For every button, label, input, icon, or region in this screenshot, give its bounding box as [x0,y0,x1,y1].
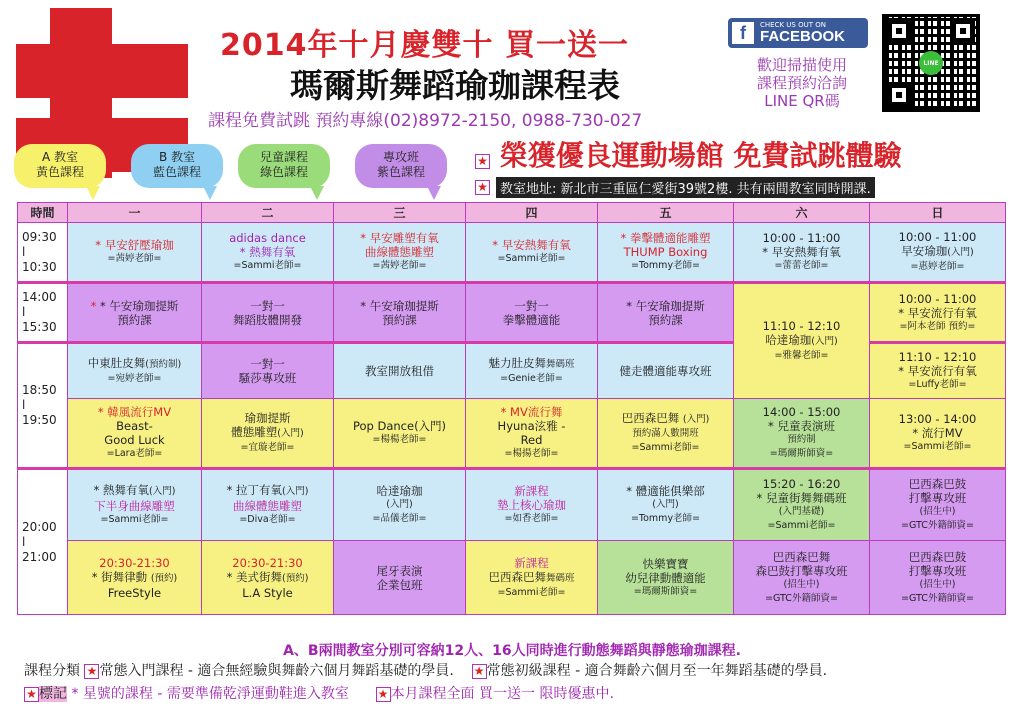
class-name: * 早安熱舞有氧 [762,245,841,259]
class-time: 15:20 - 16:20 [762,477,841,491]
col-header-sun: 日 [870,203,1006,223]
class-teacher: =阿本老師 預約= [899,320,976,332]
class-level: (預約) [281,572,309,584]
class-cell[interactable] [734,283,870,399]
class-note: (招生中) [783,578,820,590]
class-teacher: =惠婷老師= [910,261,965,272]
class-teacher: =Genie老師= [500,373,563,384]
class-cell[interactable] [466,399,598,469]
class-time: 11:10 - 12:10 [898,350,977,364]
class-cell[interactable] [68,399,202,469]
class-subtitle: Hyuna泫雅 - [497,419,566,433]
star-icon: ★ [475,154,490,169]
class-cell[interactable] [202,223,334,283]
class-level: (入門) [811,336,838,347]
contact-line: 課程免費試跳 預約專線(02)8972-2150, 0988-730-027 [208,111,643,131]
line-icon: LINE [919,51,943,75]
bubble-tail [203,186,217,200]
class-level: (入門) [682,414,710,425]
time-start: 18:50 [22,383,57,397]
table-row [18,223,1006,283]
class-cell[interactable] [598,343,734,399]
class-subtitle: Good Luck [104,433,165,447]
class-name: 一對一 [514,298,549,313]
class-name: * 兒童表演班 [768,419,835,433]
class-level: (入門) [277,428,304,439]
class-teacher: =楊楊老師= [372,434,427,445]
time-cell [18,343,68,469]
class-teacher: =楊揚老師= [504,448,559,459]
class-subtitle: 拳擊體適能 [502,312,561,327]
class-level: (入門) [386,499,413,510]
class-cell[interactable] [68,343,202,399]
class-cell[interactable] [466,541,598,615]
class-name: * 午安瑜珈提斯 [360,298,439,313]
class-cell[interactable] [870,399,1006,469]
category-1: 常態入門課程 - 適合無經驗與舞齡六個月舞蹈基礎的學員. [99,663,454,679]
class-cell[interactable] [466,469,598,541]
class-teacher: =Sammi老師= [233,260,302,271]
class-subtitle: THUMP Boxing [623,245,708,259]
class-subtitle: Red [520,433,543,447]
class-time: 14:00 - 15:00 [762,405,841,419]
bubble-line2: 黃色課程 [35,165,84,179]
time-end: 15:30 [22,320,57,334]
class-subtitle: 打擊專攻班 [908,491,967,505]
facebook-badge[interactable] [728,18,868,48]
line-qr-info [733,56,871,110]
class-name: adidas dance [229,231,306,245]
class-cell[interactable] [734,223,870,283]
class-cell[interactable] [598,469,734,541]
facebook-icon: f [732,22,754,44]
class-teacher: =GTC外籍師資= [901,520,974,531]
class-cell[interactable] [334,399,466,469]
class-name: 巴西森巴鼓 [908,477,967,491]
class-name: * 韓風流行MV [97,405,172,419]
legend-bubble-kids [238,144,330,188]
time-start: 20:00 [22,519,57,534]
class-name: * 流行MV [912,426,963,440]
line-info-3: LINE QR碼 [764,92,840,110]
class-name: * 兒童街舞舞碼班 [756,491,847,505]
address-line [475,177,875,198]
class-name: 快樂寶寶 [642,556,689,571]
class-subtitle: 舞蹈肢體開發 [233,312,302,327]
class-teacher: =蕾蕾老師= [774,260,829,271]
class-cell[interactable] [870,469,1006,541]
class-level: (入門) [947,247,974,258]
class-name: * 拉丁有氧 [226,483,282,497]
bubble-tail [86,186,100,200]
class-cell[interactable] [334,343,466,399]
class-time: 13:00 - 14:00 [898,412,977,426]
star-icon: ★ [84,664,99,679]
class-name: 健走體適能專攻班 [619,364,712,378]
class-cell[interactable] [870,283,1006,343]
time-start: 14:00 [22,290,57,304]
class-subtitle: 預約課 [648,312,683,327]
class-teacher: =宜璇老師= [240,442,295,453]
class-name: * 早安熱舞有氧 [492,238,571,252]
class-name: 一對一 [250,357,285,371]
class-subtitle: 巴西森巴舞 [488,569,546,584]
bubble-line2: 藍色課程 [152,165,201,179]
col-header-sat: 六 [734,203,870,223]
class-time: 11:10 - 12:10 [762,319,841,333]
class-cell[interactable] [598,399,734,469]
class-cell[interactable] [466,343,598,399]
bubble-line2: 綠色課程 [259,165,308,179]
class-level: (預約制) [145,359,182,370]
class-name: * 體適能俱樂部 [626,484,705,498]
class-time: 10:00 - 11:00 [898,230,977,244]
class-teacher: =GTC外籍師資= [901,592,974,604]
class-name: * 午安瑜珈提斯 [626,298,705,313]
time-end: 19:50 [22,413,57,427]
class-subtitle: 預約課 [117,312,152,327]
class-teacher: =Sammi老師= [767,520,836,531]
class-cell[interactable] [334,469,466,541]
class-cell[interactable] [68,541,202,615]
class-teacher: =Lara老師= [106,448,163,459]
class-name: 一對一 [250,298,285,313]
class-name: 魅力肚皮舞 [488,356,546,370]
legend-bubble-b [131,144,223,188]
class-cell[interactable] [68,469,202,541]
promo-text: 本月課程全面 買一送一 限時優惠中. [390,686,614,702]
class-name: * 美式街舞 [226,569,282,584]
class-name: 巴西森巴舞 [772,549,831,564]
class-level: (入門) [148,486,176,497]
class-teacher: =Tommy老師= [630,513,701,524]
qr-code[interactable] [882,14,980,112]
class-teacher: =雅馨老師= [774,350,829,361]
class-name: * 街舞律動 [91,569,148,584]
class-subtitle: FreeStyle [107,585,162,600]
line-info-1: 歡迎掃描使用 [756,56,847,74]
class-level: (入門) [281,486,309,497]
star-icon: ★ [24,687,39,702]
table-row [18,469,1006,541]
bubble-tail [427,186,441,200]
class-subtitle: 曲線體態雕塑 [233,499,302,513]
class-subtitle: 打擊專攻班 [908,563,967,578]
class-cell[interactable] [870,541,1006,615]
class-cell[interactable] [202,541,334,615]
star-icon: ★ [472,664,487,679]
legend-bubble-special [355,144,447,188]
class-cell[interactable] [334,283,466,343]
class-name: 尾牙表演 [376,563,423,578]
class-name: Pop Dance [352,419,415,433]
class-cell[interactable]: * * 午安瑜珈提斯 預約課 [68,283,202,343]
class-teacher: =GTC外籍師資= [765,592,838,604]
bubble-line1: 兒童課程 [259,150,308,164]
class-name: 中東肚皮舞 [87,356,146,370]
mark-line [24,683,614,703]
table-row [18,541,1006,615]
facebook-badge-big: FACEBOOK [760,28,846,45]
time-sep: l [22,305,26,319]
col-header-fri: 五 [598,203,734,223]
time-sep: l [22,534,26,549]
class-teacher: =茜婷老師= [107,253,162,264]
class-teacher: =Sammi老師= [497,586,566,598]
class-cell[interactable] [870,343,1006,399]
honor-text: 榮獲優良運動場館 免費試跳體驗 [499,139,902,172]
class-time: 20:30-21:30 [99,555,170,570]
table-header-row [18,203,1006,223]
class-time: 10:00 - 11:00 [762,231,841,245]
class-subtitle: Beast- [116,419,153,433]
class-teacher: =如香老師= [504,513,559,524]
mark-text: * 星號的課程 - 需要準備乾淨運動鞋進入教室 [71,686,349,702]
table-row [18,399,1006,469]
class-subtitle: 曲線體態雕塑 [365,245,434,259]
class-subtitle: 下半身曲線雕塑 [94,499,175,513]
bubble-tail [310,186,324,200]
class-level: (入門基礎) [778,506,825,517]
class-cell[interactable] [734,469,870,541]
class-name: 哈達瑜珈 [376,484,423,498]
class-name: * 熱舞有氧 [93,483,149,497]
promo-title: 2014年十月慶雙十 買一送一 [220,28,629,63]
class-cell[interactable] [202,343,334,399]
class-subtitle: 墊上核心瑜珈 [497,498,566,512]
class-teacher: =宛婷老師= [107,373,162,384]
time-end: 10:30 [22,259,57,274]
time-end: 21:00 [22,549,57,564]
class-cell[interactable] [734,399,870,469]
time-sep: l [22,244,26,259]
class-level: (入門) [414,419,447,433]
time-sep: l [22,398,26,412]
class-name: * 早安舒壓瑜珈 [95,238,174,252]
time-cell [18,283,68,343]
class-name: * 拳擊體適能雕塑 [620,231,711,245]
class-name: 教室開放租借 [365,364,434,378]
class-cell[interactable] [466,283,598,343]
category-2: 常態初級課程 - 適合舞齡六個月至一年舞蹈基礎的學員. [486,663,828,679]
class-level: (預約) [150,572,178,584]
class-teacher: =瑪爾斯師資= [769,448,834,459]
class-cell[interactable] [734,541,870,615]
class-subtitle: 幼兒律動體適能 [625,570,706,585]
bubble-line1: B 教室 [158,150,196,164]
class-teacher: =Tommy老師= [630,260,701,271]
legend-bubble-a [14,144,106,188]
time-cell [18,469,68,615]
time-start: 09:30 [22,229,57,244]
col-header-wed: 三 [334,203,466,223]
class-cell[interactable] [598,283,734,343]
class-teacher: =瑪爾斯師資= [633,585,698,597]
class-subtitle: 體態雕塑 [231,425,278,439]
qr-corner [887,83,911,107]
table-row [18,283,1006,343]
class-note: (招生中) [919,578,956,590]
class-name: * MV流行舞 [500,405,563,419]
class-cell[interactable] [598,541,734,615]
bubble-line1: A 教室 [41,150,79,164]
category-label: 課程分類 [24,663,80,679]
class-level: (入門) [652,499,679,510]
logo-cross-bar-top [16,44,188,98]
class-name: 巴西森巴舞 [621,411,680,425]
class-name: 早安瑜珈 [901,244,948,258]
star-icon: ★ [376,687,391,702]
qr-corner [951,19,975,43]
class-teacher: =Sammi老師= [497,253,566,264]
bubble-line2: 紫色課程 [376,165,425,179]
class-name: * 早安雕塑有氧 [360,231,439,245]
star-icon: ★ [475,180,490,195]
time-cell [18,223,68,283]
col-header-time: 時間 [18,203,68,223]
class-teacher: =Diva老師= [239,514,296,525]
class-name: * 早安流行有氧 [898,364,977,378]
line-info-2: 課程預約洽詢 [756,74,847,92]
class-note: 預約制 [787,434,816,445]
class-level: 舞碼班 [545,359,575,370]
class-subtitle: * 熱舞有氧 [239,245,296,259]
bubble-line1: 專攻班 [382,150,419,164]
class-cell[interactable] [466,223,598,283]
class-name: 新課程 [514,555,549,570]
class-cell[interactable] [870,223,1006,283]
class-time: 20:30-21:30 [232,555,303,570]
class-name: 瑜珈提斯 [244,411,291,425]
schedule-table [17,202,1006,615]
class-subtitle: 騷莎專攻班 [238,371,297,385]
facebook-badge-small: CHECK US OUT ON [760,21,826,29]
class-time: 10:00 - 11:00 [898,291,977,306]
class-teacher: =Sammi老師= [631,442,700,453]
page-title: 瑪爾斯舞蹈瑜珈課程表 [290,66,620,105]
qr-corner [887,19,911,43]
class-subtitle: 預約課 [382,312,417,327]
class-subtitle: L.A Style [242,585,293,600]
class-teacher: =茜婷老師= [372,260,427,271]
class-teacher: =Luffy老師= [908,379,967,390]
col-header-tue: 二 [202,203,334,223]
class-teacher: =Sammi老師= [903,441,972,452]
honor-banner [475,134,902,174]
class-name: 新課程 [514,484,549,498]
class-name: 巴西森巴鼓 [908,549,967,564]
class-subtitle: 森巴鼓打擊專攻班 [755,563,848,578]
col-header-thu: 四 [466,203,598,223]
class-note: 預約滿人數開班 [632,428,699,439]
class-cell[interactable] [68,223,202,283]
class-name: 哈達瑜珈 [765,333,812,347]
class-level: 舞碼班 [545,572,575,584]
col-header-mon: 一 [68,203,202,223]
address-text: 教室地址: 新北市三重區仁愛街39號2樓. 共有兩間教室同時開課. [496,177,875,198]
class-cell[interactable] [202,283,334,343]
class-cell[interactable] [202,469,334,541]
category-line [24,660,827,680]
mark-label: 標記 [39,686,67,702]
class-cell[interactable] [598,223,734,283]
class-teacher: =Sammi老師= [100,514,169,525]
class-cell[interactable] [334,223,466,283]
class-name: * 午安瑜珈提斯 [100,298,179,313]
class-cell[interactable] [334,541,466,615]
class-teacher: =品儀老師= [372,513,427,524]
class-note: (招生中) [919,506,956,517]
class-cell[interactable] [202,399,334,469]
capacity-note: A、B兩間教室分別可容納12人、16人同時進行動態舞蹈與靜態瑜珈課程. [283,643,741,659]
class-subtitle: 企業包班 [376,577,423,592]
class-name: * 早安流行有氧 [898,305,977,320]
